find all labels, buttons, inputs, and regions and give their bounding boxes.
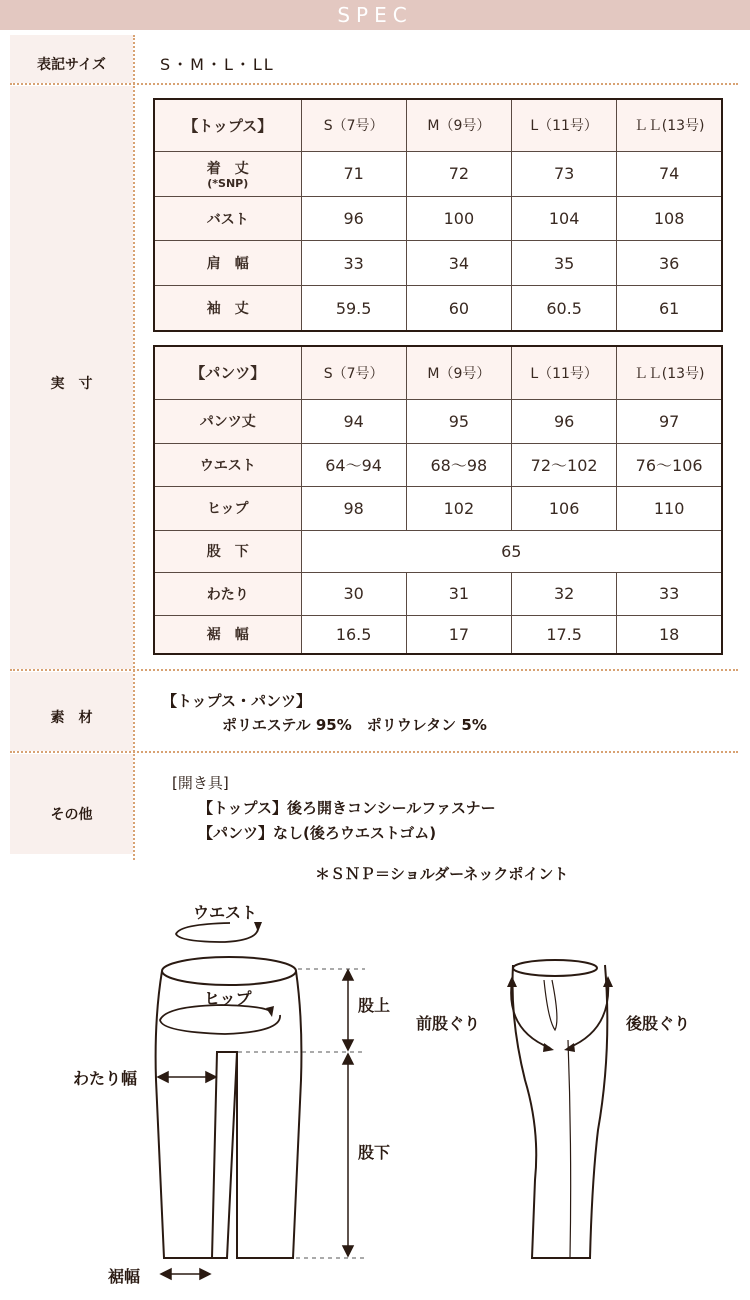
pants-row-label: ヒップ xyxy=(154,486,301,530)
label-size-notation: 表記サイズ xyxy=(37,57,106,73)
pants-row-label: ウエスト xyxy=(154,443,301,486)
table-cell: 100 xyxy=(406,196,511,240)
hip-arrowhead xyxy=(266,1006,274,1017)
tops-length-label: 着 丈 xyxy=(206,161,249,178)
table-cell: 64〜94 xyxy=(301,443,406,486)
hem-arrowhead-right xyxy=(200,1269,210,1279)
table-cell: 73 xyxy=(512,151,617,196)
table-cell: 33 xyxy=(617,572,722,615)
table-cell: 30 xyxy=(301,572,406,615)
table-cell: 110 xyxy=(617,486,722,530)
diagram-thigh-label: わたり幅 xyxy=(73,1069,138,1088)
size-list: S・M・L・LL xyxy=(160,55,275,74)
tops-header-m: M（9号） xyxy=(406,99,511,151)
back-rise-arc xyxy=(568,980,608,1048)
tops-row-label xyxy=(154,151,301,196)
tops-header-l: L（11号） xyxy=(512,99,617,151)
pants-row-label: 股 下 xyxy=(154,530,301,572)
hem-arrowhead-left xyxy=(161,1269,171,1279)
hip-arrow xyxy=(160,1005,280,1034)
table-cell: 17.5 xyxy=(512,615,617,654)
table-cell: 108 xyxy=(617,196,722,240)
tops-length-sub: (*SNP) xyxy=(207,177,249,191)
side-waistband xyxy=(513,960,597,976)
other-line-tops: 【トップス】後ろ開きコンシールファスナー xyxy=(198,799,496,817)
diagram-hem-label: 裾幅 xyxy=(108,1267,141,1286)
thigh-arrowhead-left xyxy=(158,1072,168,1082)
table-cell: 36 xyxy=(617,241,722,286)
back-rise-arrowhead-bottom xyxy=(564,1043,575,1052)
table-cell: 72 xyxy=(406,151,511,196)
pants-header-m: M（9号） xyxy=(406,346,511,399)
pants-right-leg xyxy=(237,971,301,1258)
table-cell: 74 xyxy=(617,151,722,196)
table-cell: 68〜98 xyxy=(406,443,511,486)
table-cell: 60.5 xyxy=(512,286,617,331)
diagram-inseam-label: 股下 xyxy=(358,1143,391,1162)
table-cell: 17 xyxy=(406,615,511,654)
table-cell: 96 xyxy=(301,196,406,240)
table-cell: 106 xyxy=(512,486,617,530)
tops-table xyxy=(153,98,723,332)
waistband-outline xyxy=(162,957,296,985)
rise-arrowhead-top xyxy=(343,970,353,980)
divider-2 xyxy=(10,669,738,671)
table-cell: 102 xyxy=(406,486,511,530)
thigh-arrowhead-right xyxy=(206,1072,216,1082)
table-cell: 76〜106 xyxy=(617,443,722,486)
divider-1 xyxy=(10,83,738,85)
table-cell: 32 xyxy=(512,572,617,615)
diagram-front-rise-label: 前股ぐり xyxy=(416,1014,481,1033)
divider-3 xyxy=(10,751,738,753)
table-cell: 96 xyxy=(512,399,617,443)
inseam-arrowhead-top xyxy=(343,1054,353,1064)
pants-row-label: 裾 幅 xyxy=(154,615,301,654)
spec-banner: SPEC xyxy=(0,0,750,30)
table-cell: 104 xyxy=(512,196,617,240)
pants-row-label: パンツ丈 xyxy=(154,399,301,443)
tops-row-label: バスト xyxy=(154,196,301,240)
pants-left-leg xyxy=(156,971,237,1258)
tops-header-title: 【トップス】 xyxy=(154,99,301,151)
table-cell: 33 xyxy=(301,241,406,286)
table-cell: 31 xyxy=(406,572,511,615)
label-dimensions: 実 寸 xyxy=(50,376,93,392)
tops-header-s: S（7号） xyxy=(301,99,406,151)
table-cell: 16.5 xyxy=(301,615,406,654)
table-cell: 34 xyxy=(406,241,511,286)
pants-header-s: S（7号） xyxy=(301,346,406,399)
pants-diagram xyxy=(0,880,750,1300)
table-cell: 60 xyxy=(406,286,511,331)
label-other: その他 xyxy=(50,807,93,823)
side-pants-outline xyxy=(513,965,608,1258)
table-cell: 71 xyxy=(301,151,406,196)
label-material: 素 材 xyxy=(50,710,93,726)
front-rise-arrowhead-top xyxy=(507,976,517,987)
table-cell: 95 xyxy=(406,399,511,443)
vertical-divider xyxy=(133,35,135,860)
material-title: 【トップス・パンツ】 xyxy=(162,692,311,710)
table-cell: 18 xyxy=(617,615,722,654)
pants-table xyxy=(153,345,723,655)
pants-header-l: L（11号） xyxy=(512,346,617,399)
table-cell: 59.5 xyxy=(301,286,406,331)
diagram-hip-label: ヒップ xyxy=(204,989,252,1008)
table-cell-merged: 65 xyxy=(301,530,722,572)
side-seam xyxy=(568,1040,571,1258)
other-line-pants: 【パンツ】なし(後ろウエストゴム) xyxy=(198,824,437,842)
tops-row-label: 肩 幅 xyxy=(154,241,301,286)
material-content: ポリエステル 95% ポリウレタン 5% xyxy=(222,716,487,734)
diagram-rise-label: 股上 xyxy=(358,996,391,1015)
rise-arrowhead-bottom xyxy=(343,1040,353,1050)
diagram-waist-label: ウエスト xyxy=(193,903,258,922)
front-rise-arrowhead-bottom xyxy=(543,1043,554,1052)
other-title: [開き具] xyxy=(172,774,229,792)
side-pocket xyxy=(544,980,557,1030)
diagram-back-rise-label: 後股ぐり xyxy=(626,1014,691,1033)
tops-row-label: 袖 丈 xyxy=(154,286,301,331)
tops-header-ll: ＬＬ(13号) xyxy=(617,99,722,151)
pants-header-ll: ＬＬ(13号) xyxy=(617,346,722,399)
table-cell: 98 xyxy=(301,486,406,530)
waist-arrowhead xyxy=(254,922,262,932)
waist-arrow xyxy=(176,923,258,942)
table-cell: 35 xyxy=(512,241,617,286)
pants-header-title: 【パンツ】 xyxy=(154,346,301,399)
table-cell: 94 xyxy=(301,399,406,443)
table-cell: 97 xyxy=(617,399,722,443)
snp-note: ＊ＳＮＰ＝ショルダーネックポイント xyxy=(315,865,569,883)
table-cell: 72〜102 xyxy=(512,443,617,486)
back-rise-arrowhead-top xyxy=(603,976,613,987)
inseam-arrowhead-bottom xyxy=(343,1246,353,1256)
pants-row-label: わたり xyxy=(154,572,301,615)
table-cell: 61 xyxy=(617,286,722,331)
